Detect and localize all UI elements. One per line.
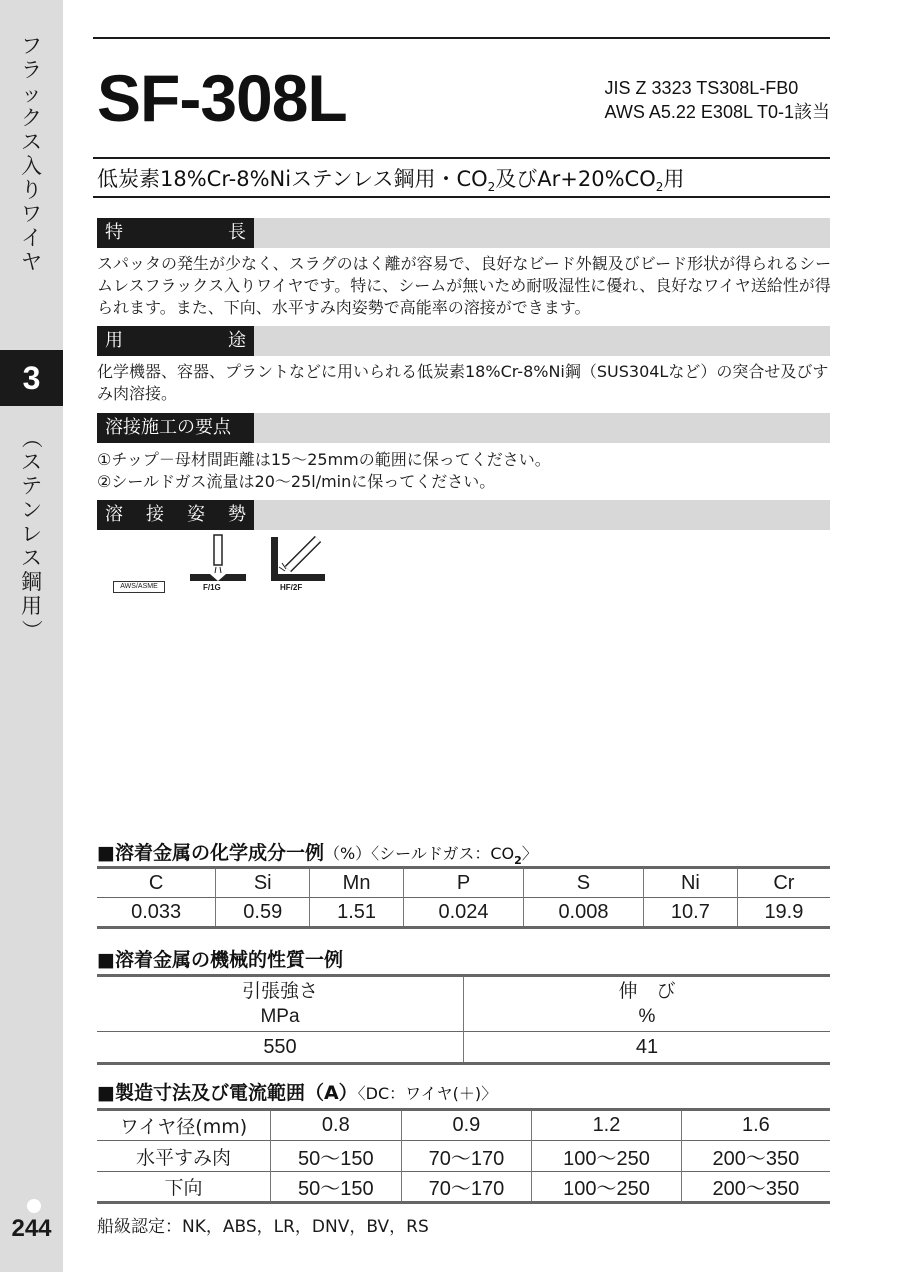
section-points: [97, 413, 830, 443]
standard-jis: JIS Z 3323 TS308L-FB0: [604, 78, 799, 98]
table-row-label: 水平すみ肉: [97, 1141, 271, 1172]
section-label: 溶 接 姿 勢: [97, 500, 254, 530]
features-text: スパッタの発生が少なく、スラグのはく離が容易で、良好なビード外観及びビード形状が得られるシームレスフラックス入りワイヤです。特に、シームが無いため耐吸湿性に優れ、良好なワイヤ送給性が得られます。また、下向、水平すみ肉姿勢で高能率の溶接ができます。: [97, 254, 832, 317]
subcategory-label: [0, 426, 63, 642]
vertical-char: 鋼: [21, 570, 42, 594]
table-cell: 100～250: [532, 1172, 682, 1203]
vertical-char: （: [19, 427, 44, 449]
vertical-char: テ: [21, 474, 42, 498]
horizontal-fillet-icon: [268, 533, 328, 585]
table-header-cell: S: [523, 868, 643, 898]
vertical-char: ン: [21, 498, 42, 522]
standards: [605, 76, 830, 124]
position-caption: HF/2F: [280, 583, 303, 592]
table-cell: 0.59: [216, 898, 310, 928]
page-dot: [27, 1199, 41, 1213]
table-header-cell: Mn: [310, 868, 404, 898]
table-header-cell: C: [97, 868, 216, 898]
point-item: ①チップ－母材間距離は15～25mmの範囲に保ってください。: [97, 450, 551, 469]
product-title: SF-308L: [97, 61, 347, 135]
vertical-char: フ: [21, 34, 42, 58]
mech-properties-table: [97, 974, 830, 1065]
table-cell: 0.033: [97, 898, 216, 928]
table-cell: 1.51: [310, 898, 404, 928]
table-header-cell: 1.6: [681, 1110, 830, 1141]
table-header-cell: Cr: [737, 868, 830, 898]
table-cell: 0.008: [523, 898, 643, 928]
section-label: 溶接施工の要点: [97, 413, 254, 443]
table-cell: 550: [97, 1032, 464, 1064]
table-cell: 70～170: [401, 1141, 532, 1172]
table-header-cell: 0.9: [401, 1110, 532, 1141]
table-row: [97, 898, 830, 928]
section-positions: [97, 500, 830, 530]
chem-composition-table: [97, 866, 830, 929]
table-cell: 50～150: [271, 1141, 402, 1172]
position-caption: F/1G: [203, 583, 221, 592]
table-header-cell: Si: [216, 868, 310, 898]
aws-asme-badge: AWS/ASME: [113, 581, 165, 593]
vertical-char: 用: [21, 594, 42, 618]
vertical-char: ラ: [21, 58, 42, 82]
table-header-row: [97, 976, 830, 1032]
vertical-char: ク: [21, 106, 42, 130]
vertical-char: イ: [21, 226, 42, 250]
table-header-cell: 引張強さ MPa: [97, 976, 464, 1032]
class-certification: 船級認定：NK，ABS，LR，DNV，BV，RS: [97, 1217, 429, 1237]
top-rule: [93, 37, 830, 39]
chem-table-title: ■溶着金属の化学成分一例（%）〈シールドガス：$CO_2$〉: [97, 842, 538, 867]
vertical-char: レ: [21, 522, 42, 546]
points-list: [97, 449, 832, 493]
chapter-number: 3: [0, 350, 63, 406]
vertical-char: ス: [21, 546, 42, 570]
table-header-cell: 1.2: [532, 1110, 682, 1141]
size-table-title: ■製造寸法及び電流範囲（A）〈DC：ワイヤ(＋)〉: [97, 1082, 498, 1104]
table-cell: 50～150: [271, 1172, 402, 1203]
vertical-char: り: [21, 178, 42, 202]
mech-table-title: ■溶着金属の機械的性質一例: [97, 949, 343, 971]
table-cell: 19.9: [737, 898, 830, 928]
section-label: 特 長: [97, 218, 254, 248]
vertical-char: ッ: [21, 82, 42, 106]
table-cell: 10.7: [643, 898, 737, 928]
table-cell: 100～250: [532, 1141, 682, 1172]
table-header-row: [97, 868, 830, 898]
table-cell: 200～350: [681, 1172, 830, 1203]
flat-position-icon: [190, 533, 248, 583]
table-header-row: [97, 1110, 830, 1141]
table-row: [97, 1141, 830, 1172]
section-uses: [97, 326, 830, 356]
table-row-label: 下向: [97, 1172, 271, 1203]
table-cell: 41: [464, 1032, 831, 1064]
table-row: [97, 1172, 830, 1203]
page-number: 244: [11, 1215, 52, 1242]
section-features: [97, 218, 830, 248]
table-cell: 200～350: [681, 1141, 830, 1172]
table-header-cell: Ni: [643, 868, 737, 898]
table-cell: 0.024: [404, 898, 524, 928]
vertical-char: ）: [19, 619, 44, 641]
section-label: 用 途: [97, 326, 254, 356]
vertical-char: ヤ: [21, 250, 42, 274]
vertical-char: ス: [21, 130, 42, 154]
table-header-cell: P: [404, 868, 524, 898]
title-rule: [93, 157, 830, 159]
uses-text: 化学機器、容器、プラントなどに用いられる低炭素18%Cr-8%Ni鋼（SUS304Lなど）の突合せ及びすみ肉溶接。: [97, 362, 829, 403]
vertical-char: ワ: [21, 202, 42, 226]
point-item: ②シールドガス流量は20～25l/minに保ってください。: [97, 472, 496, 491]
vertical-char: 入: [21, 154, 42, 178]
product-subtitle: 低炭素18%Cr-8%Niステンレス鋼用・$CO_2$及び$Ar+20\%CO_2$用: [97, 167, 685, 195]
table-header-cell: 伸 び %: [464, 976, 831, 1032]
subtitle-rule: [93, 196, 830, 198]
category-label: [0, 34, 63, 274]
size-current-table: [97, 1108, 830, 1204]
vertical-char: ス: [21, 450, 42, 474]
table-cell: 70～170: [401, 1172, 532, 1203]
table-row: [97, 1032, 830, 1064]
table-header-cell: 0.8: [271, 1110, 402, 1141]
standard-aws: AWS A5.22 E308L T0-1該当: [604, 102, 830, 122]
table-header-cell: ワイヤ径(mm): [97, 1110, 271, 1141]
